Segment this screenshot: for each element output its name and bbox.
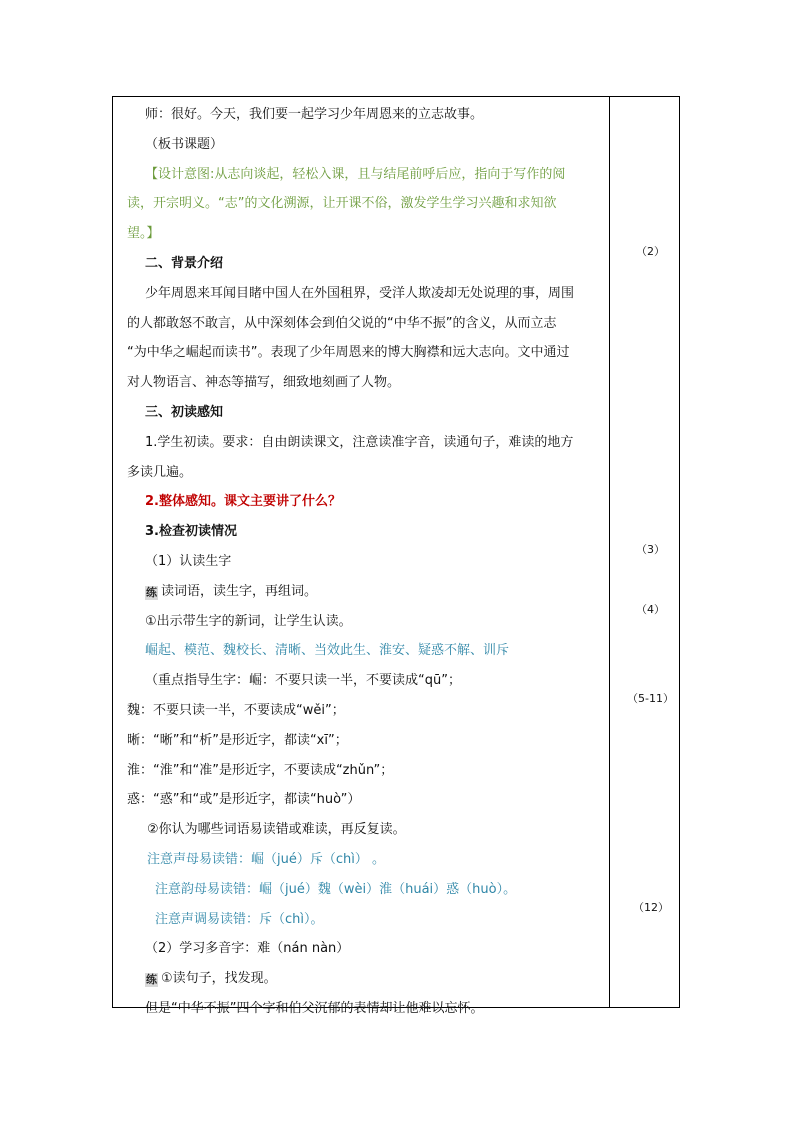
step-number: （4） xyxy=(636,602,665,616)
text-line xyxy=(145,105,483,125)
line-text: 对人物语言、神态等描写，细致地刻画了人物。 xyxy=(127,375,401,391)
text-line xyxy=(145,165,565,185)
text-line xyxy=(127,343,569,363)
text-line xyxy=(145,254,223,274)
text-line xyxy=(145,552,231,572)
line-text: 的人都敢怒不敢言，从中深刻体会到伯父说的“中华不振”的含义，从而立志 xyxy=(127,315,557,331)
practice-icon: 练 xyxy=(146,973,157,987)
text-line xyxy=(155,910,324,930)
line-text: 望。】 xyxy=(127,226,160,242)
text-line xyxy=(127,761,393,781)
line-text: 注意声调易读错：斥（chì）。 xyxy=(155,911,324,927)
text-line xyxy=(127,224,160,244)
text-line xyxy=(145,641,509,661)
text-line xyxy=(145,522,237,542)
text-line xyxy=(145,582,317,602)
text-line xyxy=(145,403,223,423)
text-line xyxy=(127,314,556,334)
text-line xyxy=(145,939,349,959)
line-text: 多读几遍。 xyxy=(127,464,193,480)
line-text: 【设计意图:从志向谈起，轻松入课，且与结尾前呼后应，指向于写作的阅 xyxy=(145,166,566,182)
text-line xyxy=(127,463,192,483)
line-text: （板书课题） xyxy=(145,136,224,152)
text-line xyxy=(127,790,360,810)
text-line xyxy=(145,671,461,691)
line-text: “为中华之崛起而读书”。表现了少年周恩来的博大胸襟和远大志向。文中通过 xyxy=(127,345,570,361)
text-line xyxy=(147,820,406,840)
step-number: （12） xyxy=(633,900,669,914)
line-text: 淮：“淮”和“准”是形近字，不要读成“zhǔn”； xyxy=(127,762,394,778)
practice-icon: 练 xyxy=(146,585,157,599)
line-text: 崛起、模范、魏校长、清晰、当效此生、淮安、疑惑不解、训斥 xyxy=(145,643,510,659)
line-text: 1.学生初读。要求：自由朗读课文，注意读准字音，读通句子，难读的地方 xyxy=(145,434,574,450)
text-line xyxy=(145,612,352,632)
text-line xyxy=(145,492,341,512)
text-line xyxy=(147,850,385,870)
line-text: 师：很好。今天，我们要一起学习少年周恩来的立志故事。 xyxy=(145,107,484,122)
text-line xyxy=(145,969,277,989)
line-text: （2）学习多音字：难（nán nàn） xyxy=(145,941,350,957)
text-line xyxy=(145,135,223,155)
line-text: 少年周恩来耳闻目睹中国人在外国租界，受洋人欺凌却无处说理的事，周围 xyxy=(145,285,575,301)
text-line xyxy=(127,701,345,721)
step-number: （3） xyxy=(636,543,665,556)
line-text: 注意声母易读错：崛（jué）斥（chì） 。 xyxy=(147,852,385,867)
text-line xyxy=(145,284,574,304)
line-text: （重点指导生字：崛：不要只读一半，不要读成“qū”； xyxy=(145,673,461,689)
line-text: 晰：“晰”和“析”是形近字，都读“xī”； xyxy=(127,732,348,748)
text-line xyxy=(127,373,400,393)
line-text: 但是“中华不振”四个字和伯父沉郁的表情却让他难以忘怀。 xyxy=(145,1001,484,1016)
line-text: ②你认为哪些词语易读错或难读，再反复读。 xyxy=(147,822,406,838)
line-text: 2.整体感知。课文主要讲了什么？ xyxy=(145,494,341,510)
line-text: （1）认读生字 xyxy=(145,554,232,569)
line-text: 三、初读感知 xyxy=(145,405,224,420)
line-text: 读，开宗明义。“志”的文化溯源，让开课不俗，激发学生学习兴趣和求知欲 xyxy=(127,196,557,212)
lesson-table xyxy=(112,96,680,1016)
line-text: 3.检查初读情况 xyxy=(145,524,237,540)
column-divider xyxy=(609,97,610,1007)
line-text: ①读句子，找发现。 xyxy=(161,971,277,987)
text-line xyxy=(155,880,516,900)
text-line xyxy=(127,731,348,751)
text-line xyxy=(145,999,483,1019)
line-text: 二、背景介绍 xyxy=(145,256,224,271)
line-text: 读词语，读生字，再组词。 xyxy=(161,583,318,599)
step-number: （5-11） xyxy=(627,692,674,705)
line-text: 注意韵母易读错：崛（jué）魏（wèi）淮（huái）惑（huò）。 xyxy=(155,881,517,897)
text-line xyxy=(127,194,556,214)
step-number: （2） xyxy=(636,245,665,258)
line-text: 惑：“惑”和“或”是形近字，都读“huò”） xyxy=(127,792,361,808)
text-line xyxy=(145,433,573,453)
line-text: ①出示带生字的新词，让学生认读。 xyxy=(145,613,352,629)
line-text: 魏：不要只读一半，不要读成“wěi”； xyxy=(127,703,345,718)
